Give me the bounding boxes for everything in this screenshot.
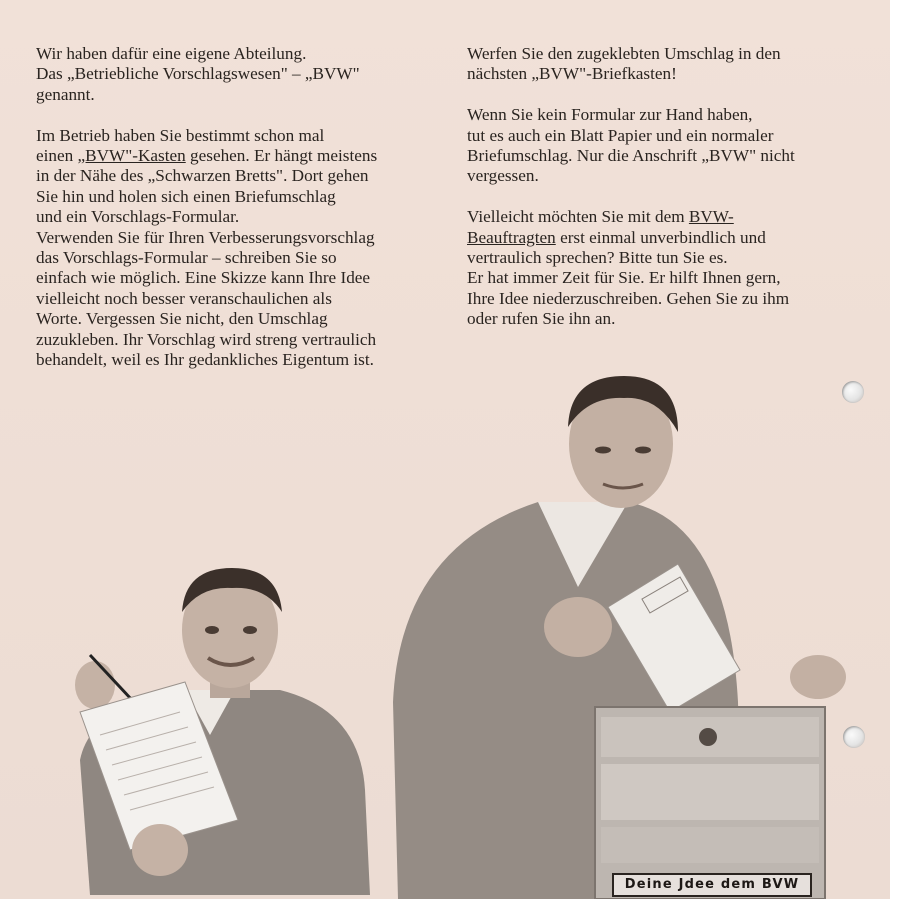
- instructions-paragraph: [36, 126, 456, 371]
- right-text-column: [467, 44, 867, 350]
- instructions-text-rest: gesehen. Er hängt meistens in der Nähe des „Schwarzen Bretts". Dort gehen Sie hin und holen sich einen Briefumschlag und ein Vorschlags-Formular. Verwenden Sie für Ihren Verbesserungsvorschlag das Vorschlags-Formular – schreiben Sie so einfach wie möglich. Eine Skizze kann Ihre Idee vielleicht noch besser veranschaulichen als Worte. Vergessen Sie nicht, den Umschlag zuzukleben. Ihr Vorschlag wird streng vertraulich behandelt, weil es Ihr gedankliches Eigentum ist.: [36, 146, 378, 370]
- no-form-paragraph: Wenn Sie kein Formular zur Hand haben, tut es auch ein Blatt Papier und ein normaler Briefumschlag. Nur die Anschrift „BVW" nicht vergessen.: [467, 105, 795, 186]
- mailbox-label: Deine Jdee dem BVW: [612, 873, 812, 897]
- page-edge: [890, 0, 898, 899]
- intro-paragraph: Wir haben dafür eine eigene Abteilung. Das „Betriebliche Vorschlagswesen" – „BVW" genannt.: [36, 44, 360, 104]
- photo-man-with-mailbox: [388, 372, 858, 899]
- photo-man-with-form: [60, 560, 380, 895]
- instructions-text-start: Im Betrieb haben Sie bestimmt schon mal einen: [36, 125, 325, 166]
- left-text-column: [36, 44, 456, 391]
- bvw-beauftragten-term: BVW- Beauftragten: [467, 207, 734, 247]
- mailbox-paragraph: Werfen Sie den zugeklebten Umschlag in den nächsten „BVW"-Briefkasten!: [467, 44, 781, 84]
- bvw-kasten-term: „BVW"-Kasten: [77, 146, 186, 166]
- contact-text-start: Vielleicht möchten Sie mit dem: [467, 207, 689, 227]
- contact-text-rest: erst einmal unverbindlich und vertraulich sprechen? Bitte tun Sie es. Er hat immer Zeit für Sie. Er hilft Ihnen gern, Ihre Idee niederzuschreiben. Gehen Sie zu ihm oder rufen Sie ihn an.: [467, 227, 790, 329]
- contact-paragraph: [467, 207, 867, 329]
